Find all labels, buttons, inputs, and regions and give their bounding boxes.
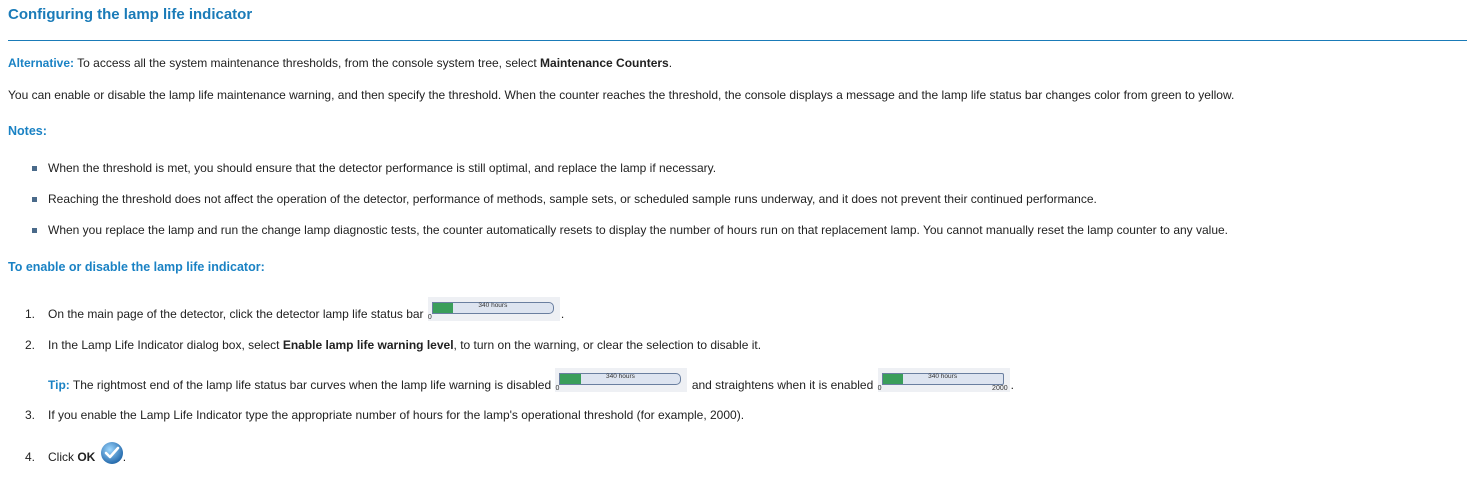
maintenance-counters-term: Maintenance Counters [540, 56, 669, 70]
bullet-icon [32, 197, 37, 202]
alternative-paragraph: Alternative: To access all the system maintenance thresholds, from the console system tree, select Maintenance Counters. [8, 56, 673, 70]
step-number: 2. [25, 338, 36, 352]
step-number: 4. [25, 450, 36, 464]
ok-check-icon [101, 442, 123, 464]
step-2: In the Lamp Life Indicator dialog box, select Enable lamp life warning level, to turn on the warning, or clear the selection to disable it. [48, 338, 762, 352]
enable-warning-option-term: Enable lamp life warning level [282, 338, 454, 352]
page-title: Configuring the lamp life indicator [8, 6, 253, 23]
title-divider [8, 40, 1467, 41]
note-item: When the threshold is met, you should ensure that the detector performance is still optimal, and replace the lamp if necessary. [48, 161, 717, 175]
notes-heading: Notes: [8, 124, 47, 138]
intro-paragraph: You can enable or disable the lamp life maintenance warning, and then specify the threshold. When the counter reaches the threshold, the console displays a message and the lamp life status bar changes color from green to yellow. [8, 88, 1235, 102]
note-item: When you replace the lamp and run the change lamp diagnostic tests, the counter automatically resets to display the number of hours run on that replacement lamp. You cannot manually reset the lamp counter to any value. [48, 223, 1229, 237]
lamp-life-status-bar-enabled: 0 340 hours 2000 [878, 368, 1010, 392]
bullet-icon [32, 228, 37, 233]
note-item: Reaching the threshold does not affect the operation of the detector, performance of methods, sample sets, or scheduled sample runs underway, and it does not prevent their continued performance. [48, 192, 1097, 206]
step-1: On the main page of the detector, click the detector lamp life status bar 0 340 hours . [48, 294, 564, 321]
alternative-label: Alternative: [8, 56, 75, 70]
alternative-text: To access all the system maintenance thresholds, from the console system tree, select [74, 56, 541, 70]
step-3: If you enable the Lamp Life Indicator type the appropriate number of hours for the lamp's operational threshold (for example, 2000). [48, 408, 745, 422]
step-number: 3. [25, 408, 36, 422]
lamp-life-status-bar-disabled: 0 340 hours [555, 368, 687, 392]
step-4: Click OK . [48, 436, 126, 464]
procedure-heading: To enable or disable the lamp life indicator: [8, 260, 265, 274]
tip-paragraph: Tip: The rightmost end of the lamp life status bar curves when the lamp life warning is disabled 0 340 hours and straightens when it is enabled 0 340 hours 2000 . [48, 364, 1014, 392]
lamp-life-status-bar[interactable]: 0 340 hours [428, 297, 560, 321]
step-number: 1. [25, 307, 36, 321]
ok-term: OK [77, 450, 96, 464]
tip-label: Tip: [48, 378, 70, 392]
bullet-icon [32, 166, 37, 171]
